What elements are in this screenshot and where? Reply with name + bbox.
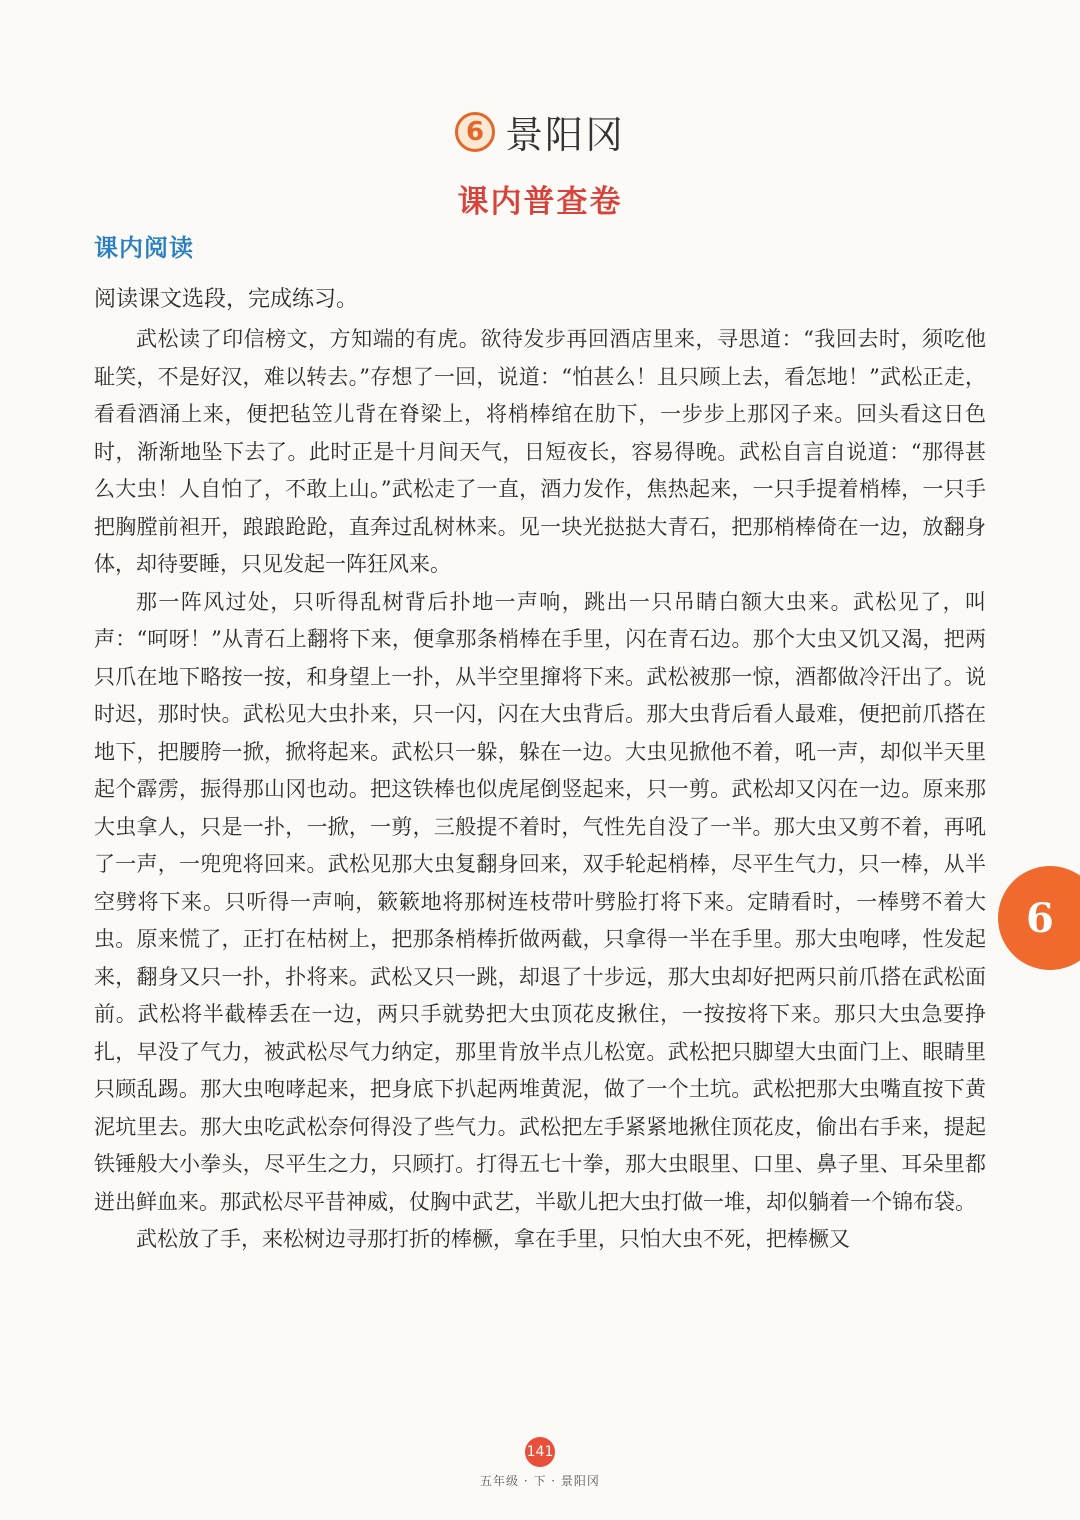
lesson-number-badge: 6 <box>455 112 495 152</box>
section-heading: 课内阅读 <box>94 234 194 262</box>
lesson-title-row <box>0 104 1080 159</box>
page-footer: 五年级 · 下 · 景阳冈 <box>480 1474 600 1488</box>
passage-paragraph: 那一阵风过处，只听得乱树背后扑地一声响，跳出一只吊睛白额大虫来。武松见了，叫声：“呵呀！”从青石上翻将下来，便拿那条梢棒在手里，闪在青石边。那个大虫又饥又渴，把两只爪在地下略按一按，和身望上一扑，从半空里撺将下来。武松被那一惊，酒都做冷汗出了。说时迟，那时快。武松见大虫扑来，只一闪，闪在大虫背后。那大虫背后看人最难，便把前爪搭在地下，把腰胯一掀，掀将起来。武松只一躲，躲在一边。大虫见掀他不着，吼一声，却似半天里起个霹雳，振得那山冈也动。把这铁棒也似虎尾倒竖起来，只一剪。武松却又闪在一边。原来那大虫拿人，只是一扑，一掀，一剪，三般提不着时，气性先自没了一半。那大虫又剪不着，再吼了一声，一兜兜将回来。武松见那大虫复翻身回来，双手轮起梢棒，尽平生气力，只一棒，从半空劈将下来。只听得一声响，簌簌地将那树连枝带叶劈脸打将下来。定睛看时，一棒劈不着大虫。原来慌了，正打在枯树上，把那条梢棒折做两截，只拿得一半在手里。那大虫咆哮，性发起来，翻身又只一扑，扑将来。武松又只一跳，却退了十步远，那大虫却好把两只前爪搭在武松面前。武松将半截棒丢在一边，两只手就势把大虫顶花皮揪住，一按按将下来。那只大虫急要挣扎，早没了气力，被武松尽气力纳定，那里肯放半点儿松宽。武松把只脚望大虫面门上、眼睛里只顾乱踢。那大虫咆哮起来，把身底下扒起两堆黄泥，做了一个土坑。武松把那大虫嘴直按下黄泥坑里去。那大虫吃武松奈何得没了些气力。武松把左手紧紧地揪住顶花皮，偷出右手来，提起铁锤般大小拳头，尽平生之力，只顾打。打得五七十拳，那大虫眼里、口里、鼻子里、耳朵里都迸出鲜血来。那武松尽平昔神威，仗胸中武艺，半歇儿把大虫打做一堆，却似躺着一个锦布袋。 <box>94 589 986 1214</box>
reading-passage <box>94 321 986 1259</box>
passage-paragraph: 武松读了印信榜文，方知端的有虎。欲待发步再回酒店里来，寻思道：“我回去时，须吃他耻笑，不是好汉，难以转去。”存想了一回，说道：“怕甚么！且只顾上去，看怎地！”武松正走，看看酒涌上来，便把毡笠儿背在脊梁上，将梢棒绾在肋下，一步步上那冈子来。回头看这日色时，渐渐地坠下去了。此时正是十月间天气，日短夜长，容易得晚。武松自言自说道：“那得甚么大虫！人自怕了，不敢上山。”武松走了一直，酒力发作，焦热起来，一只手提着梢棒，一只手把胸膛前袒开，踉踉跄跄，直奔过乱树林来。见一块光挞挞大青石，把那梢棒倚在一边，放翻身体，却待要睡，只见发起一阵狂风来。 <box>94 327 986 576</box>
chapter-side-tab: 6 <box>998 866 1080 970</box>
lesson-title: 景阳冈 <box>504 113 625 157</box>
instruction-text: 阅读课文选段，完成练习。 <box>94 287 359 312</box>
page-number-badge: 141 <box>525 1437 555 1467</box>
passage-paragraph: 武松放了手，来松树边寻那打折的棒橛，拿在手里，只怕大虫不死，把棒橛又 <box>136 1227 850 1251</box>
worksheet-subtitle: 课内普查卷 <box>457 184 623 220</box>
